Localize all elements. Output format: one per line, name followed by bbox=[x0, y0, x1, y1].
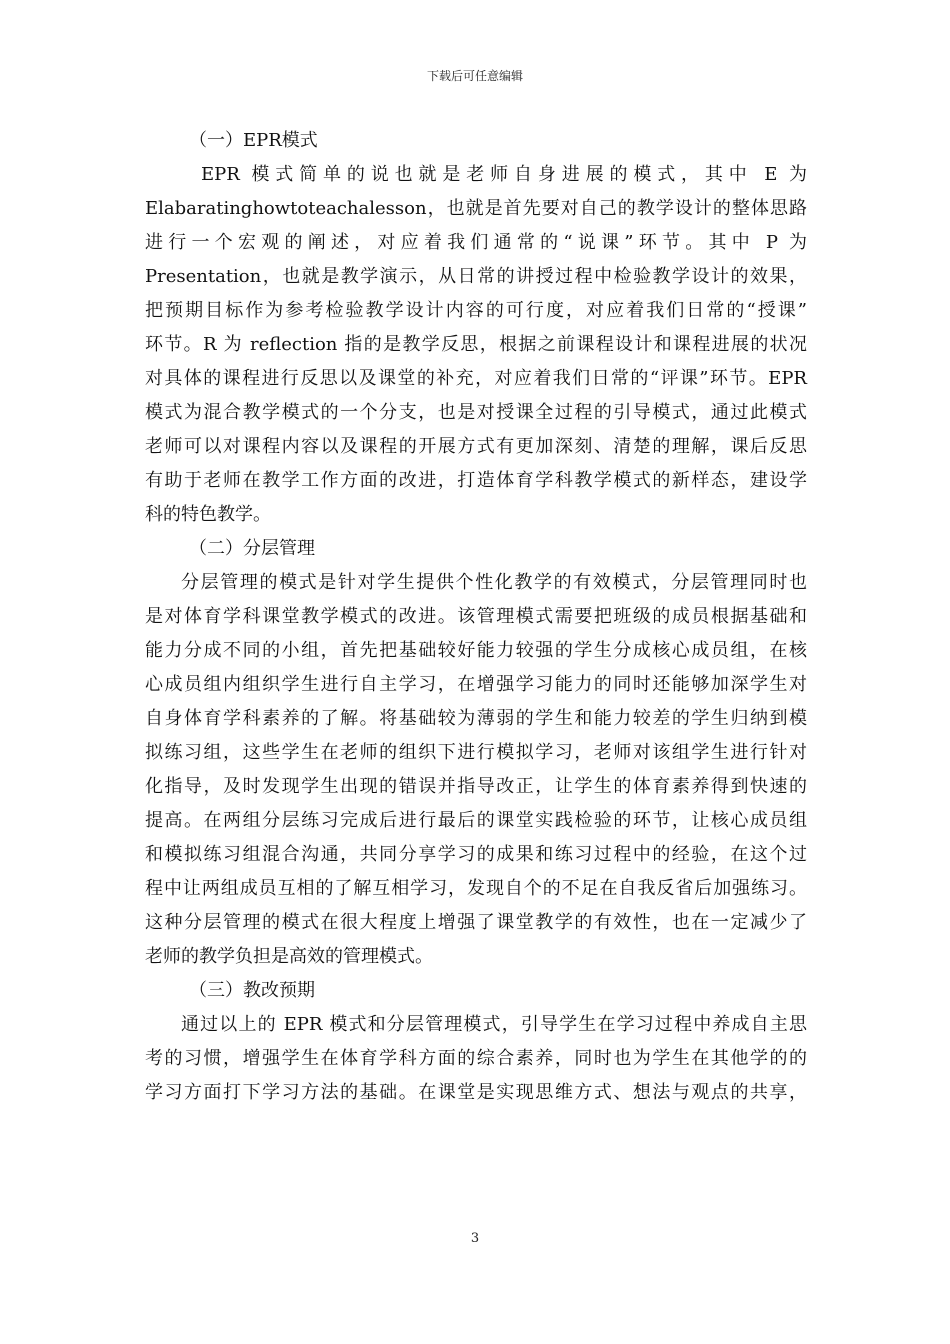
text-line: Presentation，也就是教学演示，从日常的讲授过程中检验教学设计的效果， bbox=[145, 266, 807, 287]
text-line: 科的特色教学。 bbox=[145, 504, 271, 525]
text-line: 这种分层管理的模式在很大程度上增强了课堂教学的有效性，也在一定减少了 bbox=[145, 912, 807, 933]
text-line: 拟练习组，这些学生在老师的组织下进行模拟学习，老师对该组学生进行针对 bbox=[145, 742, 807, 763]
text-line: 程中让两组成员互相的了解互相学习，发现自个的不足在自我反省后加强练习。 bbox=[145, 878, 807, 899]
page-number: 3 bbox=[470, 1231, 480, 1246]
text-line: 分层管理的模式是针对学生提供个性化教学的有效模式，分层管理同时也 bbox=[181, 572, 807, 593]
text-line: 心成员组内组织学生进行自主学习，在增强学习能力的同时还能够加深学生对 bbox=[145, 674, 807, 695]
document-body bbox=[145, 124, 807, 1110]
text-line: 老师的教学负担是高效的管理模式。 bbox=[145, 946, 433, 967]
text-line: 和模拟练习组混合沟通，共同分享学习的成果和练习过程中的经验，在这个过 bbox=[145, 844, 807, 865]
text-line: 提高。在两组分层练习完成后进行最后的课堂实践检验的环节，让核心成员组 bbox=[145, 810, 807, 831]
text-line: 自身体育学科素养的了解。将基础较为薄弱的学生和能力较差的学生归纳到模 bbox=[145, 708, 807, 729]
text-line: 模式为混合教学模式的一个分支，也是对授课全过程的引导模式，通过此模式 bbox=[145, 402, 807, 423]
text-line: Elabaratinghowtoteachalesson，也就是首先要对自己的教学设计的整体思路 bbox=[145, 198, 807, 219]
text-line: 考的习惯，增强学生在体育学科方面的综合素养，同时也为学生在其他学的的 bbox=[145, 1048, 807, 1069]
section-heading-epr: （一）EPR模式 bbox=[189, 130, 318, 151]
text-line: 老师可以对课程内容以及课程的开展方式有更加深刻、清楚的理解，课后反思 bbox=[145, 436, 807, 457]
text-line: 环节。R 为 reflection 指的是教学反思，根据之前课程设计和课程进展的状况 bbox=[145, 334, 807, 355]
text-line: 进行一个宏观的阐述，对应着我们通常的“说课”环节。其中 P 为 bbox=[145, 232, 807, 253]
text-line: 有助于老师在教学工作方面的改进，打造体育学科教学模式的新样态，建设学 bbox=[145, 470, 807, 491]
page-header: 下载后可任意编辑 bbox=[426, 69, 523, 83]
text-line: 通过以上的 EPR 模式和分层管理模式，引导学生在学习过程中养成自主思 bbox=[181, 1014, 807, 1035]
text-line: 对具体的课程进行反思以及课堂的补充，对应着我们日常的“评课”环节。EPR bbox=[145, 368, 807, 389]
text-line: 化指导，及时发现学生出现的错误并指导改正，让学生的体育素养得到快速的 bbox=[145, 776, 807, 797]
text-line: 学习方面打下学习方法的基础。在课堂是实现思维方式、想法与观点的共享， bbox=[145, 1082, 807, 1103]
section-heading-layered-management: （二）分层管理 bbox=[189, 538, 315, 559]
section-heading-reform-expectation: （三）教改预期 bbox=[189, 980, 315, 1001]
text-line: 能力分成不同的小组，首先把基础较好能力较强的学生分成核心成员组，在核 bbox=[145, 640, 807, 661]
text-line: 把预期目标作为参考检验教学设计内容的可行度，对应着我们日常的“授课” bbox=[145, 300, 807, 321]
text-line: EPR 模式简单的说也就是老师自身进展的模式，其中 E 为 bbox=[201, 164, 807, 185]
text-line: 是对体育学科课堂教学模式的改进。该管理模式需要把班级的成员根据基础和 bbox=[145, 606, 807, 627]
